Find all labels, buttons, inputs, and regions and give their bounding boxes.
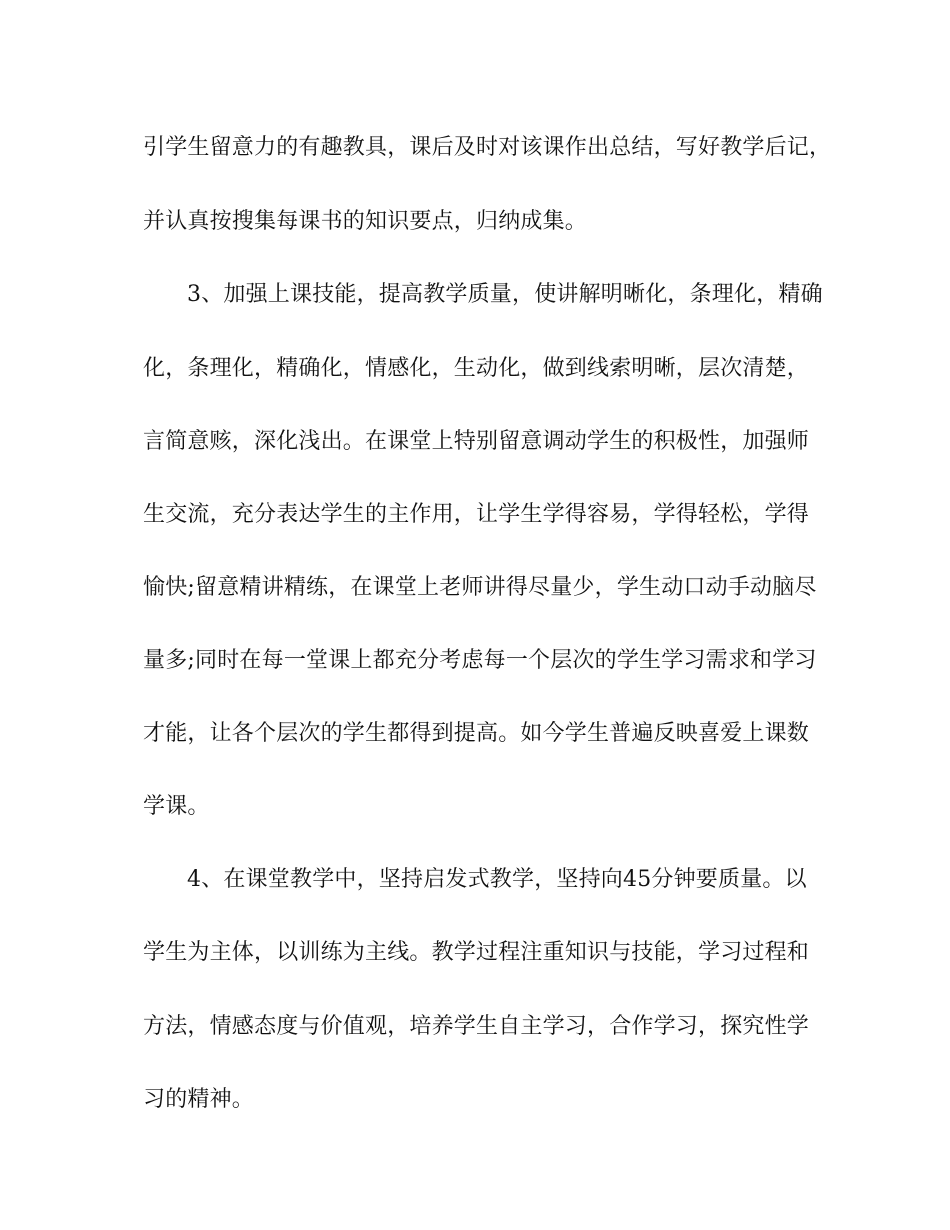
text-line-1: 引学生留意力的有趣教具，课后及时对该课作出总结，写好教学后记，	[143, 135, 832, 160]
text-line-2: 并认真按搜集每课书的知识要点，归纳成集。	[143, 209, 588, 234]
text-line-12: 学生为主体，以训练为主线。教学过程注重知识与技能，学习过程和	[143, 940, 810, 965]
text-line-4: 化，条理化，精确化，情感化，生动化，做到线索明晰，层次清楚，	[143, 356, 810, 381]
text-line-7: 愉快;留意精讲精练，在课堂上老师讲得尽量少，学生动口动手动脑尽	[143, 575, 817, 600]
text-line-5: 言简意赅，深化浅出。在课堂上特别留意调动学生的积极性，加强师	[143, 429, 810, 454]
text-line-6: 生交流，充分表达学生的主作用，让学生学得容易，学得轻松，学得	[143, 502, 810, 527]
text-line-8: 量多;同时在每一堂课上都充分考虑每一个层次的学生学习需求和学习	[143, 648, 817, 673]
text-line-3-paragraph-3: 3、加强上课技能，提高教学质量，使讲解明晰化，条理化，精确	[187, 282, 823, 307]
text-line-11-paragraph-4: 4、在课堂教学中，坚持启发式教学，坚持向45分钟要质量。以	[187, 867, 807, 892]
text-line-14: 习的精神。	[143, 1087, 255, 1112]
text-line-10: 学课。	[143, 794, 210, 819]
text-line-9: 才能，让各个层次的学生都得到提高。如今学生普遍反映喜爱上课数	[143, 721, 810, 746]
text-line-13: 方法，情感态度与价值观，培养学生自主学习，合作学习，探究性学	[143, 1014, 810, 1039]
